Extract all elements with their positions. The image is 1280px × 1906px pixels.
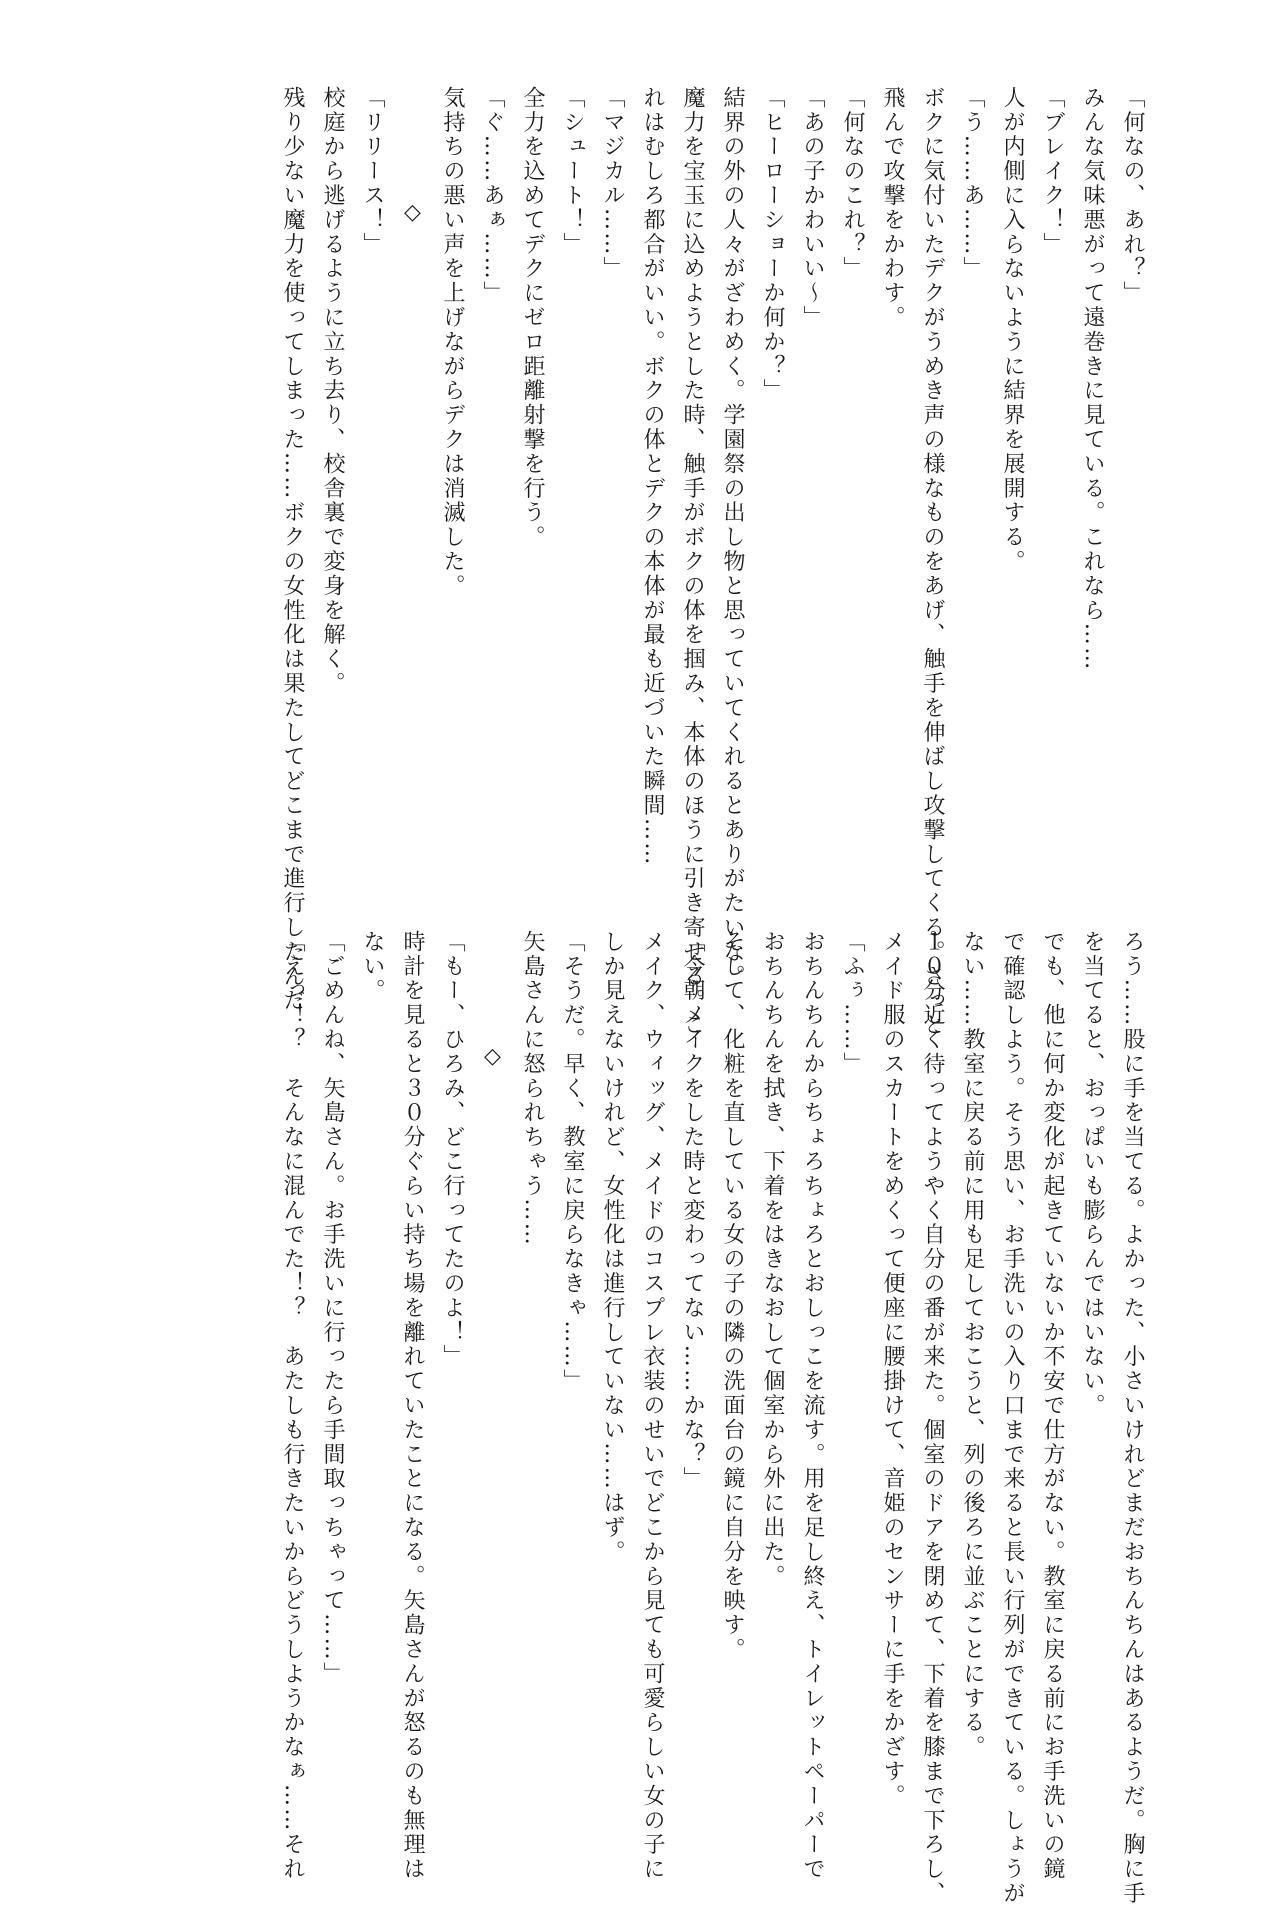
text-line: 矢島さんに怒られちゃう……	[520, 930, 545, 1248]
text-line: 「そうだ。早く、教室に戻らなきゃ……」	[560, 930, 585, 1394]
text-line: 人が内側に入らないように結界を展開する。	[1000, 86, 1025, 574]
text-line: 「マジカル……」	[600, 86, 625, 282]
text-line: メイド服のスカートをめくって便座に腰掛けて、音姫のセンサーに手をかざす。	[880, 930, 905, 1809]
text-line: でも、他に何か変化が起きていないか不安で仕方がない。教室に戻る前にお手洗いの鏡	[1040, 930, 1065, 1882]
text-line: 結界の外の人々がざわめく。学園祭の出し物と思っていてくれるとありがたいな。	[720, 86, 745, 989]
bottom-text-block	[272, 930, 1152, 1906]
text-line: 「ヒーローショーか何か？」	[760, 86, 785, 404]
text-line: 「今朝メイクをした時と変わってない……かな？」	[680, 930, 705, 1492]
text-line: 校庭から逃げるように立ち去り、校舎裏で変身を解く。	[320, 86, 345, 696]
text-line: おちんちんを拭き、下着をはきなおして個室から外に出た。	[760, 930, 785, 1589]
text-line: 「ふぅ……」	[840, 930, 865, 1077]
text-line: メイク、ウィッグ、メイドのコスプレ衣装のせいでどこから見ても可愛らしい女の子に	[640, 930, 665, 1882]
text-line: ない……教室に戻る前に用も足しておこうと、列の後ろに並ぶことにする。	[960, 930, 985, 1760]
text-line: 「あの子かわいい〜」	[800, 86, 825, 330]
text-line: 気持ちの悪い声を上げながらデクは消滅した。	[440, 86, 465, 599]
text-line: を当てると、おっぱいも膨らんではいない。	[1080, 930, 1105, 1418]
text-line: 「えっ！？ そんなに混んでた！？ あたしも行きたいからどうしようかなぁ……それ	[280, 930, 305, 1882]
text-line: ない。	[360, 930, 385, 1004]
text-line: 時計を見ると３０分ぐらい持ち場を離れていたことになる。矢島さんが怒るのも無理は	[400, 930, 425, 1882]
scene-divider: ◇	[480, 1044, 505, 1072]
text-line: ボクに気付いたデクがうめき声の様なものをあげ、触手を伸ばし攻撃してくる。さっと	[920, 86, 945, 1038]
text-line: 魔力を宝玉に込めようとした時、触手がボクの体を掴み、本体のほうに引き寄せる。こ	[680, 86, 705, 1038]
text-line: 「ブレイク！」	[1040, 86, 1065, 257]
text-line: 飛んで攻撃をかわす。	[880, 86, 905, 330]
text-line: 「う……あ……」	[960, 86, 985, 282]
text-line: れはむしろ都合がいい。ボクの体とデクの本体が最も近づいた瞬間……	[640, 86, 665, 867]
text-line: 「リリース！」	[360, 86, 385, 257]
text-line: そして、化粧を直している女の子の隣の洗面台の鏡に自分を映す。	[720, 930, 745, 1662]
text-line: 「もー、ひろみ、どこ行ってたのよ！」	[440, 930, 465, 1370]
text-line: 「ぐ……あぁ……」	[480, 86, 505, 306]
text-line: 「何なの、あれ？」	[1120, 86, 1145, 306]
text-line: 「シュート！」	[560, 86, 585, 257]
text-line: しか見えないけれど、女性化は進行していない……はず。	[600, 930, 625, 1565]
text-line: ろう……股に手を当てる。よかった、小さいけれどまだおちんちんはあるようだ。胸に手	[1120, 930, 1145, 1906]
scene-divider: ◇	[400, 200, 425, 228]
text-line: おちんちんからちょろちょろとおしっこを流す。用を足し終え、トイレットペーパーで	[800, 930, 825, 1882]
text-line: 「ごめんね、矢島さん。お手洗いに行ったら手間取っちゃって……」	[320, 930, 345, 1687]
text-line: 残り少ない魔力を使ってしまった……ボクの女性化は果たしてどこまで進行したんだ	[280, 86, 305, 1014]
text-line: 「何なのこれ？」	[840, 86, 865, 282]
text-line: １０分近く待ってようやく自分の番が来た。個室のドアを閉めて、下着を膝まで下ろし、	[920, 930, 945, 1906]
text-line: みんな気味悪がって遠巻きに見ている。これなら……	[1080, 86, 1105, 672]
text-line: で確認しよう。そう思い、お手洗いの入り口まで来ると長い行列ができている。しょうが	[1000, 930, 1025, 1906]
text-line: 全力を込めてデクにゼロ距離射撃を行う。	[520, 86, 545, 550]
